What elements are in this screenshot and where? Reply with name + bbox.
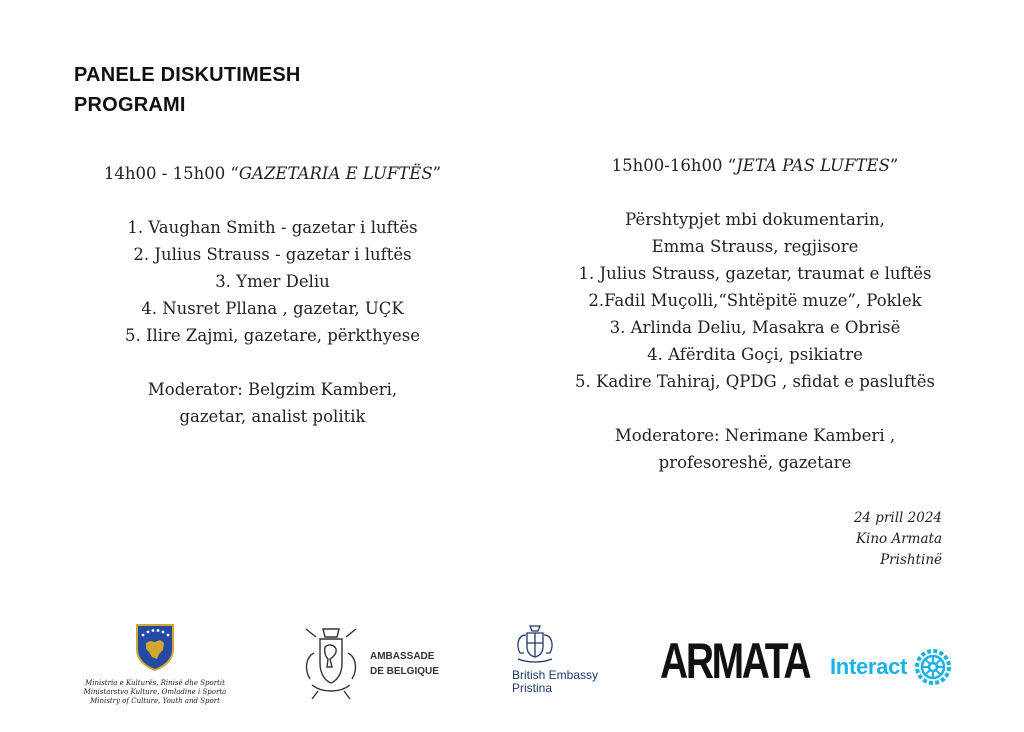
panel-left-close-quote: ” (432, 164, 442, 183)
panel-right-title (560, 152, 950, 179)
panel-left (100, 160, 445, 430)
ministry-name-sq: Ministria e Kulturës, Rinisë dhe Sportit (85, 679, 225, 687)
panel-right-time: 15h00-16h00 “ (611, 156, 737, 175)
ministry-name-en: Ministry of Culture, Youth and Sport (90, 697, 220, 705)
british-embassy-logo (512, 623, 622, 695)
intro-line: Përshtypjet mbi dokumentarin, (625, 210, 885, 229)
panel-left-title (100, 160, 445, 187)
participant: 3. Ymer Deliu (215, 272, 330, 291)
panel-right-title-text: JETA PAS LUFTES (736, 156, 890, 175)
participant: 4. Nusret Pllana , gazetar, UÇK (141, 299, 404, 318)
moderator-line: Moderatore: Nerimane Kamberi , (614, 426, 896, 445)
moderator-line: Moderator: Belgzim Kamberi, (147, 380, 398, 399)
royal-coat-of-arms-icon (512, 623, 558, 663)
interact-logo (830, 645, 955, 689)
participant: 1. Vaughan Smith - gazetar i luftës (127, 218, 418, 237)
heading-subtitle: PROGRAMI (74, 94, 186, 116)
armata-logo: ARMATA (660, 633, 810, 689)
event-place: Kino Armata (855, 531, 942, 547)
participant: 2. Julius Strauss - gazetar i luftës (133, 245, 412, 264)
event-venue (854, 508, 942, 571)
intro-line: Emma Strauss, regjisore (651, 237, 859, 256)
british-embassy-line2: Pristina (512, 681, 553, 695)
heading-title: PANELE DISKUTIMESH (74, 64, 301, 86)
ministry-logo (80, 623, 230, 706)
belgian-coat-of-arms-icon (298, 623, 364, 703)
belgium-embassy-line1: AMBASSADE (370, 651, 435, 662)
panel-right-close-quote: ” (889, 156, 899, 175)
participant: 2.Fadil Muçolli,“Shtëpitë muze”, Poklek (588, 291, 922, 310)
british-embassy-line1: British Embassy (512, 668, 599, 682)
moderator-line: gazetar, analist politik (179, 407, 366, 426)
rotary-wheel-icon (911, 645, 955, 689)
participant: 5. Ilire Zajmi, gazetare, përkthyese (124, 326, 421, 345)
participant: 5. Kadire Tahiraj, QPDG , sfidat e pasluftës (575, 372, 935, 391)
panel-left-time: 14h00 - 15h00 “ (103, 164, 239, 183)
event-city: Prishtinë (880, 552, 942, 568)
belgium-embassy-logo (298, 623, 458, 703)
participant: 3. Arlinda Deliu, Masakra e Obrisë (609, 318, 901, 337)
sponsor-logos (0, 615, 1024, 715)
kosovo-coat-of-arms-icon (133, 623, 177, 671)
panel-right (560, 152, 950, 476)
participant: 1. Julius Strauss, gazetar, traumat e luftës (578, 264, 932, 283)
event-date: 24 prill 2024 (853, 510, 942, 526)
belgium-embassy-line2: DE BELGIQUE (370, 666, 439, 677)
ministry-name-sr: Ministarstvo Kulture, Omladine i Sporta (83, 688, 227, 696)
panel-left-title-text: GAZETARIA E LUFTËS (238, 164, 433, 183)
interact-wordmark: Interact (830, 654, 908, 679)
moderator-line: profesoreshë, gazetare (658, 453, 852, 472)
participant: 4. Afërdita Goçi, psikiatre (647, 345, 863, 364)
page-heading (74, 60, 301, 120)
